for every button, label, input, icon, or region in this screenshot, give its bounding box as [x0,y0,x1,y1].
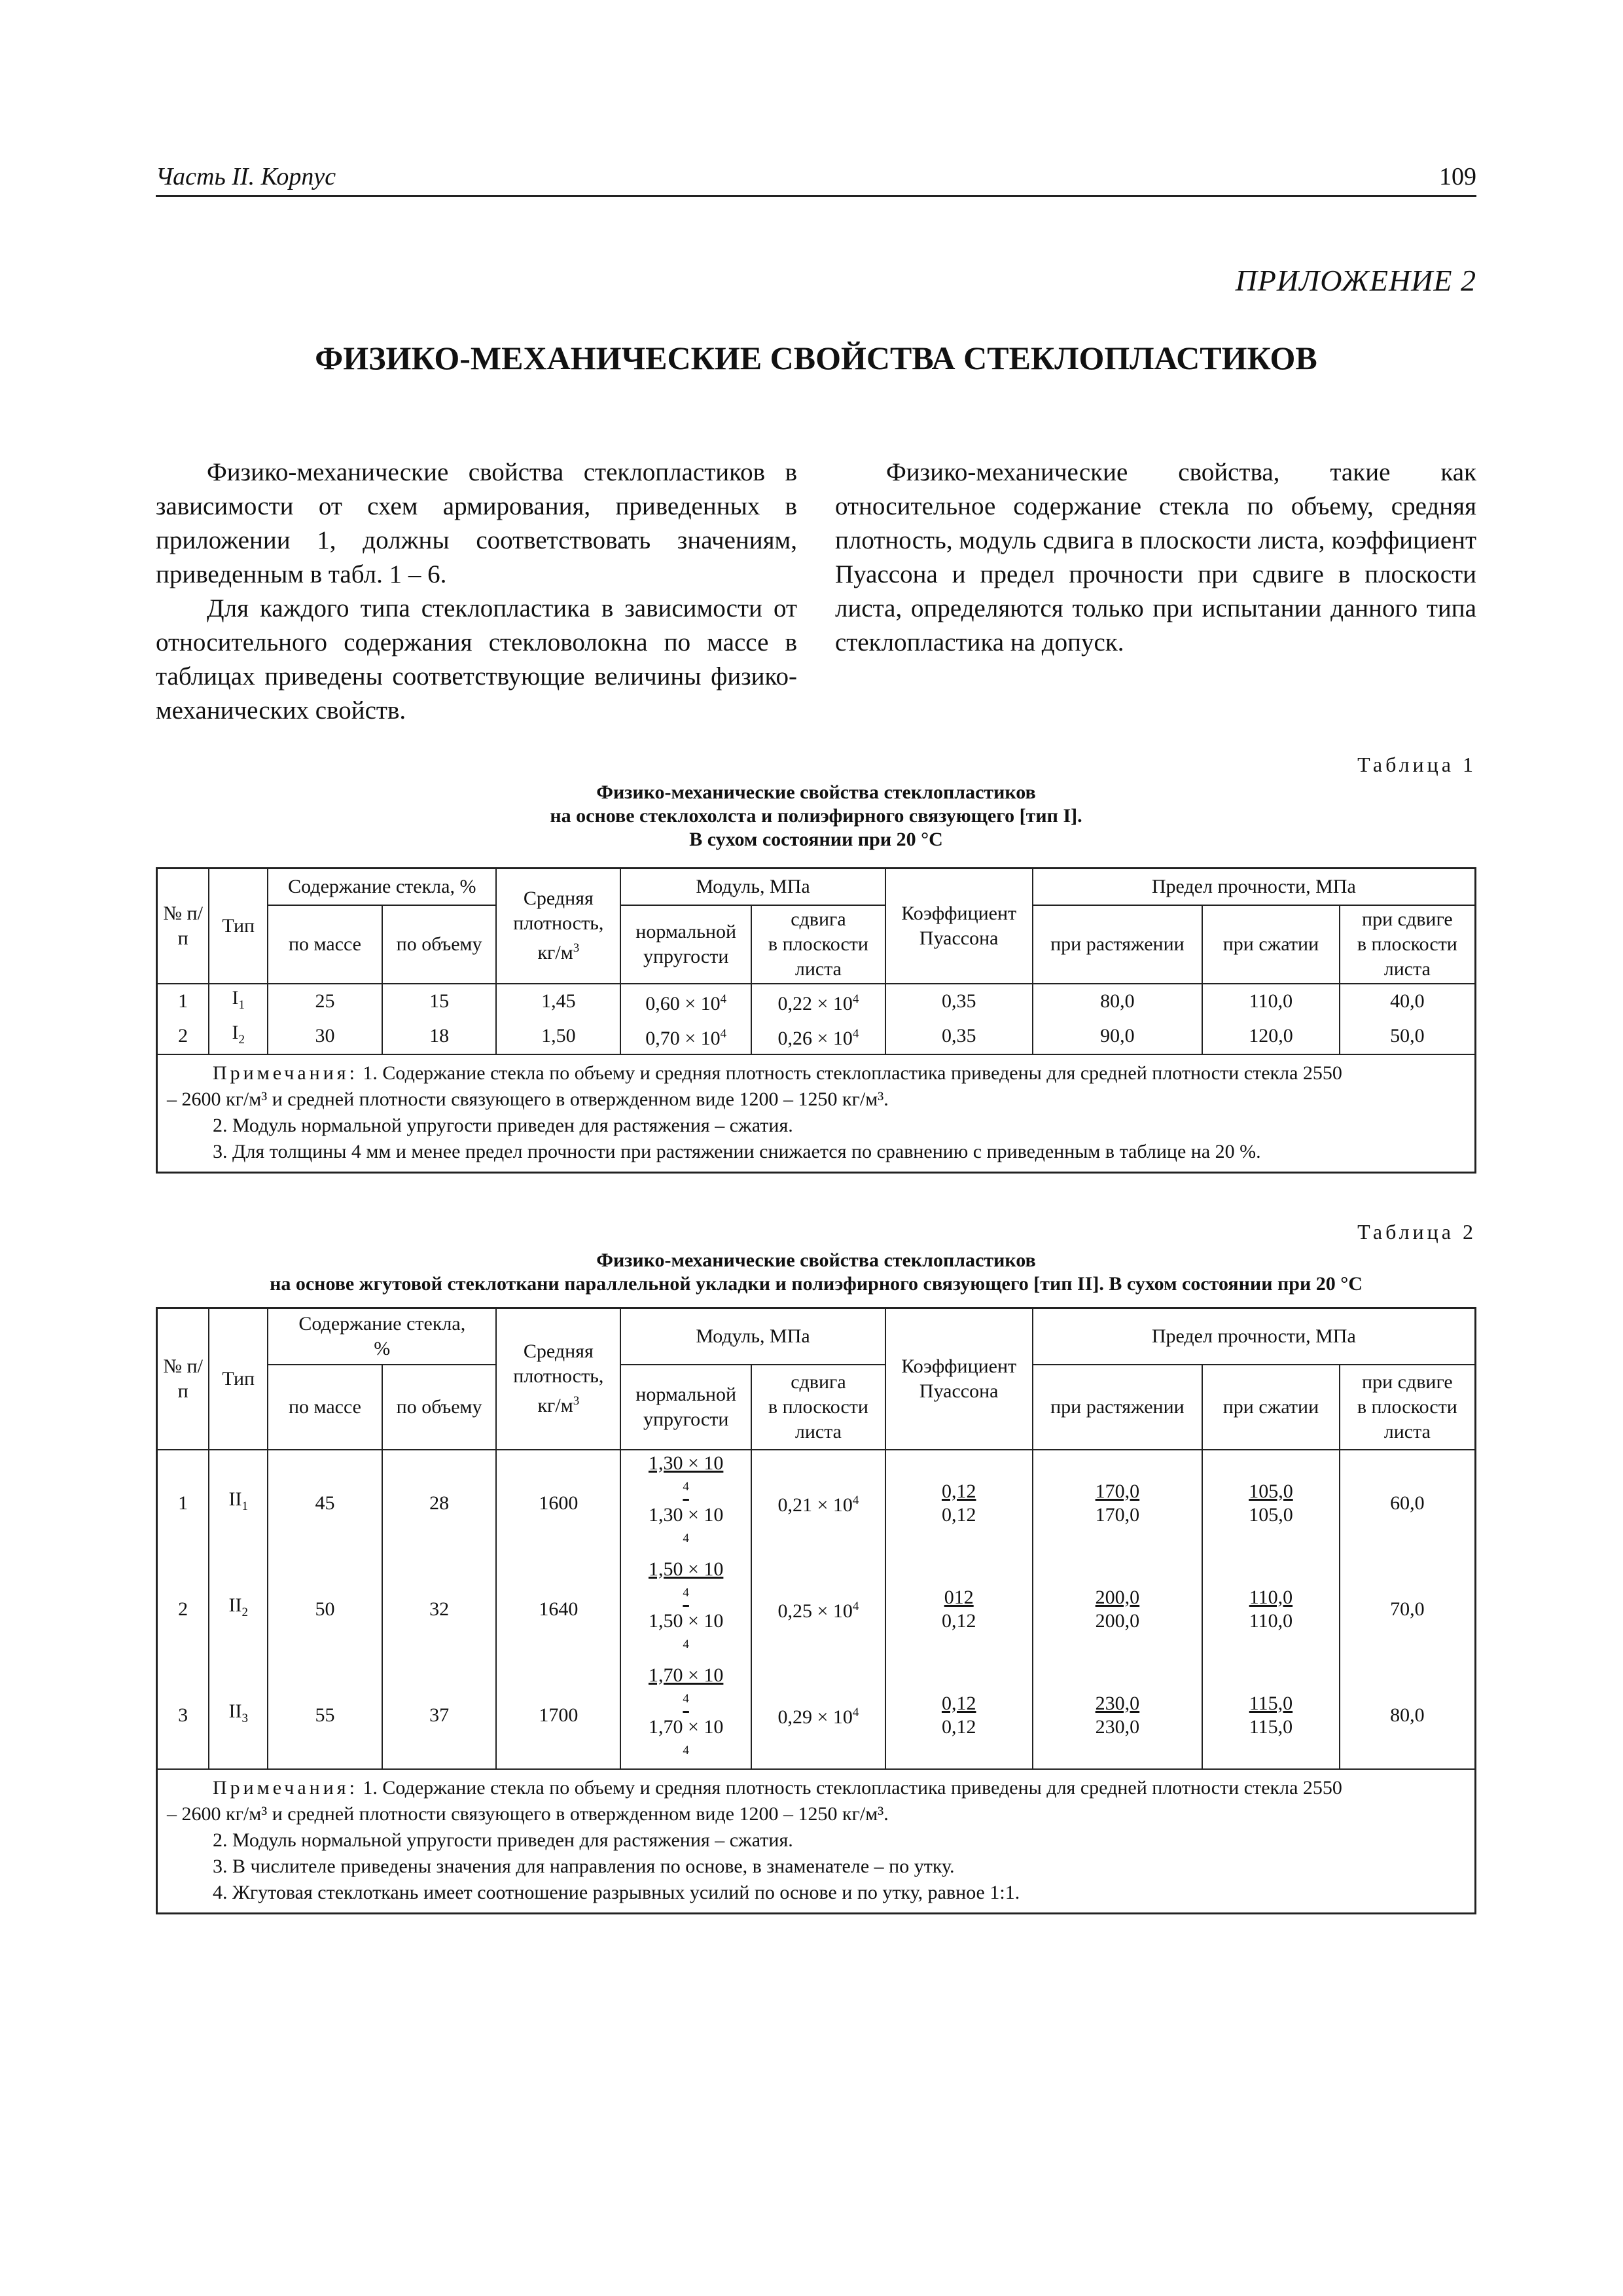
header-text: листа [794,1420,842,1443]
type-index: 1 [238,997,245,1012]
cell-mass: 50 [268,1556,382,1662]
header-text: в плоскости [1357,1395,1457,1418]
note-line [167,1775,1465,1801]
col-header-glass [268,1308,496,1365]
cell-shear: $0,26 \times 10^4$ [751,1019,885,1054]
table2-label: Таблица 2 [1357,1220,1476,1244]
col-header-poisson [885,869,1033,984]
cell-shear-strength: 60,0 [1340,1450,1476,1556]
value-text: 1,30 × 10 [648,1503,724,1526]
cell-no: 2 [157,1019,209,1054]
cell-shear-strength: 40,0 [1340,984,1476,1019]
cell-volume: 32 [382,1556,497,1662]
cell-mass: 45 [268,1450,382,1556]
note-text: 1. Содержание стекла по объему и средняя плотность стеклопластика приведены для средней плотности стекла 2550 [357,1776,1342,1799]
table2-notes [157,1769,1476,1914]
note-line: – 2600 кг/м³ и средней плотности связующего в отвержденном виде 1200 – 1250 кг/м³. [167,1803,889,1825]
cell-mass: 25 [268,984,382,1019]
cell-normal [620,1450,751,1556]
col-header-compression: при сжатии [1202,1365,1340,1450]
note-line [167,1060,1465,1086]
cell-type [209,1662,268,1769]
cell-shear: $0,22 \times 10^4$ [751,984,885,1019]
header-text: в плоскости [768,933,868,955]
col-header-mass: по массе [268,905,382,984]
col-header-density: Средняя плотность, $кг/м^3$ [496,869,620,984]
cell-volume: 18 [382,1019,497,1054]
col-header-normal [620,1365,751,1450]
col-header-compression: при сжатии [1202,905,1340,984]
table1-caption [156,781,1476,852]
cell-poisson [885,1556,1033,1662]
denominator: 115,0 [1249,1715,1293,1738]
cell-normal: $0,60 \times 10^4$ [620,984,751,1019]
header-text: упругости [643,1408,729,1430]
cell-shear-strength: 50,0 [1340,1019,1476,1054]
denominator: 1,50 × 10 $^4$ [624,1609,748,1661]
cell-no: 1 [157,1450,209,1556]
value-text: 0,21 × 10 [777,1494,853,1516]
denominator: 0,12 [941,1609,976,1632]
cell-tension: 80,0 [1033,984,1203,1019]
cell-volume: 28 [382,1450,497,1556]
table1-notes [157,1054,1476,1173]
caption-line: Физико-механические свойства стеклопластиков [596,781,1036,803]
col-header-no: № п/п [157,869,209,984]
type-label: II [228,1594,242,1616]
col-header-poisson [885,1308,1033,1450]
value-text: 0,70 × 10 [645,1027,721,1049]
cell-shear: $0,25 \times 10^4$ [751,1556,885,1662]
table-row [157,1556,1476,1662]
col-header-modulus: Модуль, МПа [620,869,885,905]
header-text: упругости [643,945,729,967]
type-index: 2 [241,1605,248,1619]
caption-line: на основе стеклохолста и полиэфирного связующего [тип I]. [550,805,1082,827]
note-line: – 2600 кг/м³ и средней плотности связующего в отвержденном виде 1200 – 1250 кг/м³. [167,1088,889,1110]
cell-volume: 37 [382,1662,497,1769]
header-text: Коэффициент [901,1355,1017,1377]
table-row [157,1662,1476,1769]
col-header-type: Тип [209,869,268,984]
value-text: 0,22 × 10 [777,992,853,1014]
header-text: листа [1383,1420,1431,1443]
type-index: 2 [238,1032,245,1047]
numerator: 170,0 [1095,1480,1140,1502]
value-text: 0,60 × 10 [645,992,721,1014]
header-text: Содержание стекла, [298,1312,466,1335]
cell-type [209,1019,268,1054]
denominator: 1,70 × 10 $^4$ [624,1715,748,1767]
cell-no: 3 [157,1662,209,1769]
numerator: 0,12 [941,1692,976,1714]
cell-normal [620,1662,751,1769]
header-text: в плоскости [1357,933,1457,955]
col-header-shear-strength [1340,1365,1476,1450]
denominator: 230,0 [1095,1715,1140,1738]
denominator: 0,12 [941,1503,976,1526]
numerator: 115,0 [1249,1692,1293,1714]
cell-no: 2 [157,1556,209,1662]
header-text: сдвига [791,1371,846,1393]
header-text: кг/м [537,1395,573,1417]
cell-tension [1033,1662,1203,1769]
cell-shear: $0,29 \times 10^4$ [751,1662,885,1769]
table1 [156,867,1476,1174]
note-line: 3. Для толщины 4 мм и менее предел прочности при растяжении снижается по сравнению с приведенным в таблице на 20 %. [213,1140,1261,1162]
table-row [157,984,1476,1019]
header-text: нормальной [635,1383,737,1405]
cell-density: 1700 [496,1662,620,1769]
type-index: 1 [241,1499,248,1513]
intro-left-column [156,456,797,728]
cell-no: 1 [157,984,209,1019]
note-text: 1. Содержание стекла по объему и средняя плотность стеклопластика приведены для средней плотности стекла 2550 [357,1062,1342,1084]
header-text: плотность, [513,912,604,935]
cell-type [209,984,268,1019]
header-text: кг/м [537,942,573,964]
header-text: Средняя [523,1340,594,1363]
cell-shear-strength: 70,0 [1340,1556,1476,1662]
header-text: сдвига [791,908,846,930]
type-label: II [228,1700,242,1722]
notes-heading: Примечания: [213,1062,358,1084]
note-line: 2. Модуль нормальной упругости приведен для растяжения – сжатия. [213,1829,793,1851]
cell-tension [1033,1556,1203,1662]
cell-compression: 110,0 [1202,984,1340,1019]
value-text: 1,50 × 10 [648,1609,724,1632]
denominator: 1,30 × 10 $^4$ [624,1503,748,1555]
col-header-modulus: Модуль, МПа [620,1308,885,1365]
intro-paragraph: Физико-механические свойства стеклопластиков в зависимости от схем армирования, приведенных в приложении 1, должны соответствовать значениям, приведенным в табл. 1 – 6. [156,458,797,588]
cell-shear: $0,21 \times 10^4$ [751,1450,885,1556]
value-text: 0,29 × 10 [777,1706,853,1728]
cell-density: 1,50 [496,1019,620,1054]
col-header-type: Тип [209,1308,268,1450]
col-header-shear [751,1365,885,1450]
table1-label: Таблица 1 [1357,753,1476,776]
table-row [157,1019,1476,1054]
col-header-shear [751,905,885,984]
cell-poisson: 0,35 [885,1019,1033,1054]
col-header-strength: Предел прочности, МПа [1033,1308,1476,1365]
table-notes-row [157,1054,1476,1173]
notes-heading: Примечания: [213,1776,358,1799]
table-notes-row [157,1769,1476,1914]
note-line: 3. В числителе приведены значения для направления по основе, в знаменателе – по утку. [213,1855,955,1877]
col-header-no: № п/п [157,1308,209,1450]
header-text: Средняя [523,888,594,910]
numerator: 200,0 [1095,1586,1140,1608]
table-row [157,1450,1476,1556]
value-text: 1,70 × 10 [648,1664,724,1686]
denominator: 200,0 [1095,1609,1140,1632]
col-header-shear-strength [1340,905,1476,984]
cell-shear-strength: 80,0 [1340,1662,1476,1769]
caption-line: В сухом состоянии при 20 °С [689,829,943,850]
intro-paragraph: Физико-механические свойства, такие как относительное содержание стекла по объему, средняя плотность, модуль сдвига в плоскости листа, коэффициент Пуассона и предел прочности при сдвиге в плоскости листа, определяются только при испытании данного типа стеклопластика на допуск. [835,458,1476,656]
header-text: при сдвиге [1362,908,1453,930]
cell-poisson [885,1662,1033,1769]
running-header-part: Часть II. Корпус [156,163,336,190]
header-text: нормальной [635,920,737,942]
cell-compression [1202,1662,1340,1769]
cell-type [209,1556,268,1662]
col-header-tension: при растяжении [1033,905,1203,984]
cell-compression [1202,1450,1340,1556]
col-header-mass: по массе [268,1365,382,1450]
cell-tension [1033,1450,1203,1556]
col-header-normal [620,905,751,984]
value-text: 1,50 × 10 [648,1558,724,1580]
cell-normal [620,1556,751,1662]
cell-mass: 30 [268,1019,382,1054]
appendix-label: ПРИЛОЖЕНИЕ 2 [1235,264,1476,297]
header-text: при сдвиге [1362,1371,1453,1393]
col-header-strength: Предел прочности, МПа [1033,869,1476,905]
col-header-density: Средняя плотность, $кг/м^3$ [496,1308,620,1450]
cell-normal: $0,70 \times 10^4$ [620,1019,751,1054]
numerator: 105,0 [1249,1480,1293,1502]
cell-density: 1600 [496,1450,620,1556]
type-index: 3 [241,1712,248,1725]
cell-poisson [885,1450,1033,1556]
numerator: 110,0 [1249,1586,1293,1608]
col-header-tension: при растяжении [1033,1365,1203,1450]
type-label: II [228,1488,242,1510]
numerator: 1,30 × 10 $^4$ [624,1452,748,1503]
header-text: % [374,1337,391,1359]
cell-compression [1202,1556,1340,1662]
type-label: I [232,986,239,1009]
value-text: 1,70 × 10 [648,1715,724,1738]
table2-caption [156,1249,1476,1296]
header-text: Коэффициент [901,902,1017,924]
cell-type [209,1450,268,1556]
running-header [156,157,1476,197]
cell-compression: 120,0 [1202,1019,1340,1054]
header-text: листа [794,958,842,980]
cell-tension: 90,0 [1033,1019,1203,1054]
caption-line: на основе жгутовой стеклоткани параллельной укладки и полиэфирного связующего [тип II]. В сухом состоянии при 20 °С [270,1273,1363,1295]
note-line: 2. Модуль нормальной упругости приведен для растяжения – сжатия. [213,1114,793,1136]
denominator: 105,0 [1249,1503,1293,1526]
intro-paragraph: Для каждого типа стеклопластика в зависимости от относительного содержания стекловолокна по массе в таблицах приведены соответствующие величины физико-механических свойств. [156,594,797,725]
cell-mass: 55 [268,1662,382,1769]
header-text: листа [1383,958,1431,980]
numerator: 230,0 [1095,1692,1140,1714]
intro-right-column [835,456,1476,660]
value-text: 0,26 × 10 [777,1027,853,1049]
type-label: I [232,1021,239,1043]
denominator: 0,12 [941,1715,976,1738]
col-header-glass: Содержание стекла, % [268,869,496,905]
denominator: 170,0 [1095,1503,1140,1526]
numerator: 1,50 × 10 $^4$ [624,1558,748,1609]
col-header-volume: по объему [382,905,497,984]
denominator: 110,0 [1249,1609,1293,1632]
page-title: ФИЗИКО-МЕХАНИЧЕСКИЕ СВОЙСТВА СТЕКЛОПЛАСТИКОВ [315,340,1317,376]
header-text: Пуассона [919,927,999,949]
cell-density: 1,45 [496,984,620,1019]
value-text: 0,25 × 10 [777,1600,853,1622]
note-line: 4. Жгутовая стеклоткань имеет соотношение разрывных усилий по основе и по утку, равное 1:1. [213,1881,1020,1903]
cell-poisson: 0,35 [885,984,1033,1019]
header-text: Пуассона [919,1380,999,1402]
cell-volume: 15 [382,984,497,1019]
page-number: 109 [1439,163,1476,190]
cell-density: 1640 [496,1556,620,1662]
numerator: 0,12 [941,1480,976,1502]
value-text: 1,30 × 10 [648,1452,724,1474]
header-text: в плоскости [768,1395,868,1418]
header-text: плотность, [513,1365,604,1388]
caption-line: Физико-механические свойства стеклопластиков [596,1249,1036,1271]
table2 [156,1307,1476,1914]
numerator: 012 [944,1586,974,1608]
numerator: 1,70 × 10 $^4$ [624,1664,748,1715]
col-header-volume: по объему [382,1365,497,1450]
